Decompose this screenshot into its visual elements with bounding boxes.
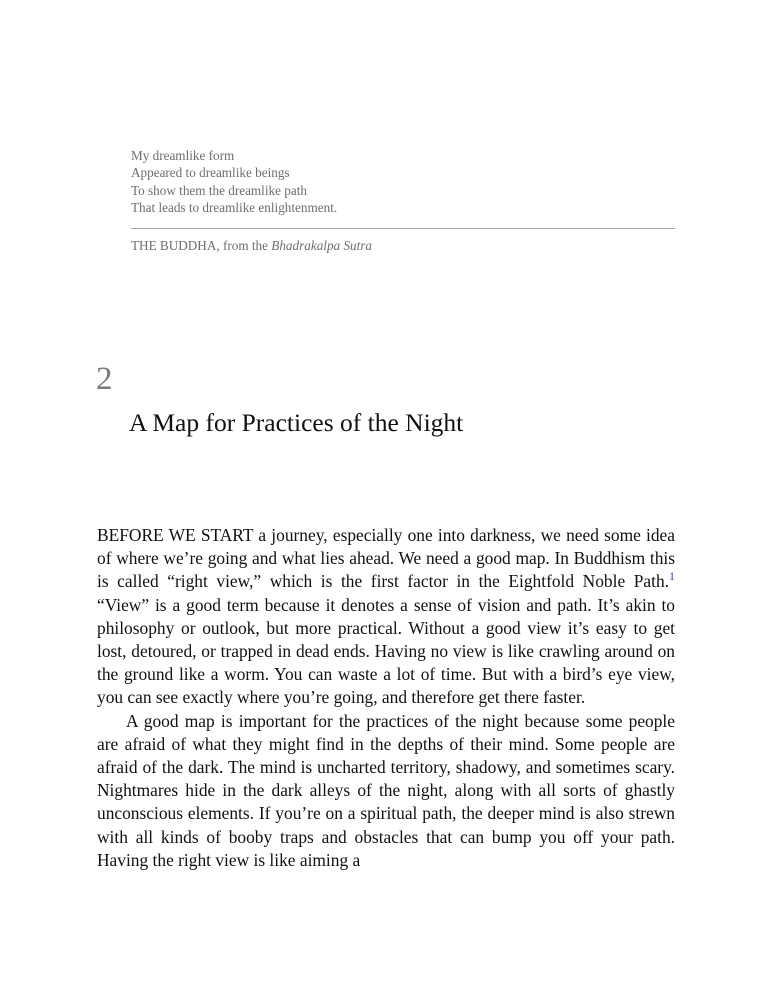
attribution-work: Bhadrakalpa Sutra <box>271 238 373 253</box>
paragraph-lead-in: BEFORE WE START <box>97 525 254 545</box>
epigraph-divider <box>131 228 675 229</box>
epigraph-line: Appeared to dreamlike beings <box>131 165 290 181</box>
epigraph <box>131 147 675 216</box>
paragraph-text: “View” is a good term because it denotes a sense of vision and path. It’s akin to philosophy or outlook, but more practical. Without a good view it’s easy to get lost, detoured, or trapped in dead ends. Having no view is like crawling around on the ground like a worm. You can waste a lot of time. But with a bird’s eye view, you can see exactly where you’re going, and therefore get there faster. <box>97 594 675 708</box>
paragraph: A good map is important for the practices of the night because some people are afraid of what they might find in the depths of their mind. Some people are afraid of the dark. The mind is uncharted territory, shadowy, and sometimes scary. Nightmares hide in the dark alleys of the night, along with all sorts of ghastly unconscious elements. If you’re on a spiritual path, the deeper mind is also strewn with all kinds of booby traps and obstacles that can bump you off your path. Having the right view is like aiming a <box>97 710 675 870</box>
footnote-link[interactable]: 1 <box>669 569 675 584</box>
attribution-author: THE BUDDHA, from the <box>131 238 268 253</box>
paragraph-text: a journey, especially one into darkness, we need some idea of where we’re going and what lies ahead. We need a good map. In Buddhism this is called “right view,” which is the first factor in the Eightfold Noble Path. <box>97 525 675 592</box>
epigraph-line: My dreamlike form <box>131 148 235 163</box>
chapter-title: A Map for Practices of the Night <box>129 408 464 437</box>
paragraph <box>97 524 675 710</box>
epigraph-attribution <box>131 238 372 254</box>
epigraph-line: That leads to dreamlike enlightenment. <box>131 199 338 215</box>
chapter-number: 2 <box>96 361 113 397</box>
body-text <box>97 524 675 872</box>
epigraph-line: To show them the dreamlike path <box>131 182 307 198</box>
